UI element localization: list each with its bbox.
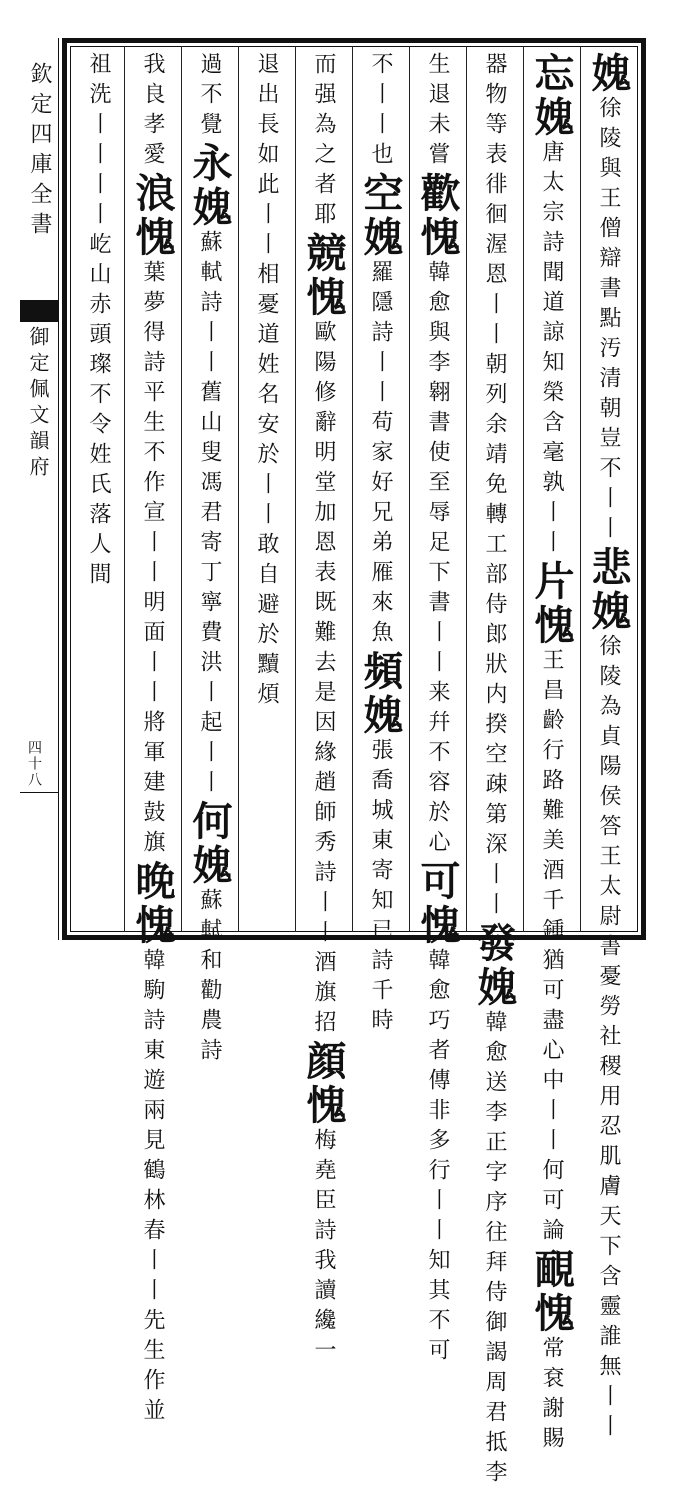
text-column-4 (411, 52, 463, 1368)
column-text: 韓愈送李正字序往拜侍御謁周君抵李 (482, 1010, 507, 1490)
column-text: 蘇軾和勸農詩 (197, 888, 222, 1068)
column-text: 張喬城東寄知已詩千時 (368, 738, 393, 1038)
column-text: 常袞謝賜 (539, 1336, 564, 1456)
headword: 浪愧 (129, 172, 176, 260)
column-divider (580, 46, 581, 932)
column-text: 蘇軾詩丨丨舊山叟馮君寄丁寧費洪丨起丨丨 (197, 230, 222, 800)
headword: 媿 (585, 52, 632, 96)
column-text: 唐太宗詩聞道諒知榮含毫孰丨丨 (539, 140, 564, 560)
text-column-7 (240, 52, 292, 932)
headword: 何媿 (186, 800, 233, 888)
headword: 永媿 (186, 142, 233, 230)
column-text: 生退未嘗 (425, 52, 450, 172)
headword: 空媿 (357, 172, 404, 260)
text-column-8 (183, 52, 235, 1068)
column-text: 梅堯臣詩我讀纔一 (311, 1128, 336, 1368)
column-text: 器物等表徘徊渥恩丨丨朝列余靖免轉工部侍郎狀内揆空疎第深丨丨 (482, 52, 507, 922)
headword: 悲媿 (585, 546, 632, 634)
text-column-10 (72, 52, 124, 932)
book-title: 欽定四庫全書 (27, 62, 52, 242)
column-text: 丨丨屹山赤頭璨不令姓氏落人間 (86, 172, 111, 592)
column-text: 祖洗丨丨 (86, 52, 111, 172)
column-divider (466, 46, 467, 932)
text-column-3 (468, 52, 520, 1490)
column-divider (523, 46, 524, 932)
column-text: 韓駒詩東遊兩見鶴林春丨丨先生作並 (140, 948, 165, 1428)
headword: 靦愧 (528, 1248, 575, 1336)
column-text: 葉夢得詩平生不作宣丨丨明面丨丨將軍建鼓旗 (140, 260, 165, 860)
headword: 頻媿 (357, 650, 404, 738)
column-divider (352, 46, 353, 932)
column-text: 韓愈巧者傳非多行丨丨知其不可 (425, 948, 450, 1368)
text-column-5 (354, 52, 406, 1038)
column-divider (181, 46, 182, 932)
column-text: 退出長如此丨丨相憂道姓名 (254, 52, 279, 412)
text-column-6 (297, 52, 349, 1368)
fish-tail-mark (20, 300, 58, 322)
margin-divider (58, 38, 59, 940)
headword: 晚愧 (129, 860, 176, 948)
column-text: 安於丨丨敢自避於黷煩 (254, 412, 279, 712)
headword: 可愧 (414, 860, 461, 948)
column-text: 徐陵為貞陽侯答王太尉書憂勞社稷用忍肌膚天下含靈誰無丨丨 (596, 634, 621, 1444)
column-text: 過不覺 (197, 52, 222, 142)
column-text: 徐陵與王僧辯書點汚清朝豈不丨丨 (596, 96, 621, 546)
text-column-2 (525, 52, 577, 1456)
headword: 歡愧 (414, 172, 461, 260)
column-text: 王昌齡行路難美酒千鍾猶可盡心中丨丨何可論 (539, 648, 564, 1248)
column-text: 我良孝愛 (140, 52, 165, 172)
headword: 顔愧 (300, 1040, 347, 1128)
column-divider (238, 46, 239, 932)
column-divider (409, 46, 410, 932)
column-text: 歐陽修辭明堂加恩表既難去是因緣趙師秀詩丨丨酒旗招 (311, 320, 336, 1040)
text-column-9 (126, 52, 178, 1428)
section-title: 御定佩文韻府 (26, 326, 50, 482)
text-column-1 (582, 52, 634, 1444)
headword: 忘媿 (528, 52, 575, 140)
headword: 片愧 (528, 560, 575, 648)
column-text: 羅隱詩丨丨苟家好兄弟雁來魚 (368, 260, 393, 650)
column-text: 不丨丨也 (368, 52, 393, 172)
headword: 發媿 (471, 922, 518, 1010)
column-divider (295, 46, 296, 932)
column-text: 而强為之者耶 (311, 52, 336, 232)
headword: 競愧 (300, 232, 347, 320)
column-divider (124, 46, 125, 932)
column-text: 韓愈與李翱書使至辱足下書丨丨来幷不容於心 (425, 260, 450, 860)
folio-number: 四十八 (26, 740, 42, 788)
